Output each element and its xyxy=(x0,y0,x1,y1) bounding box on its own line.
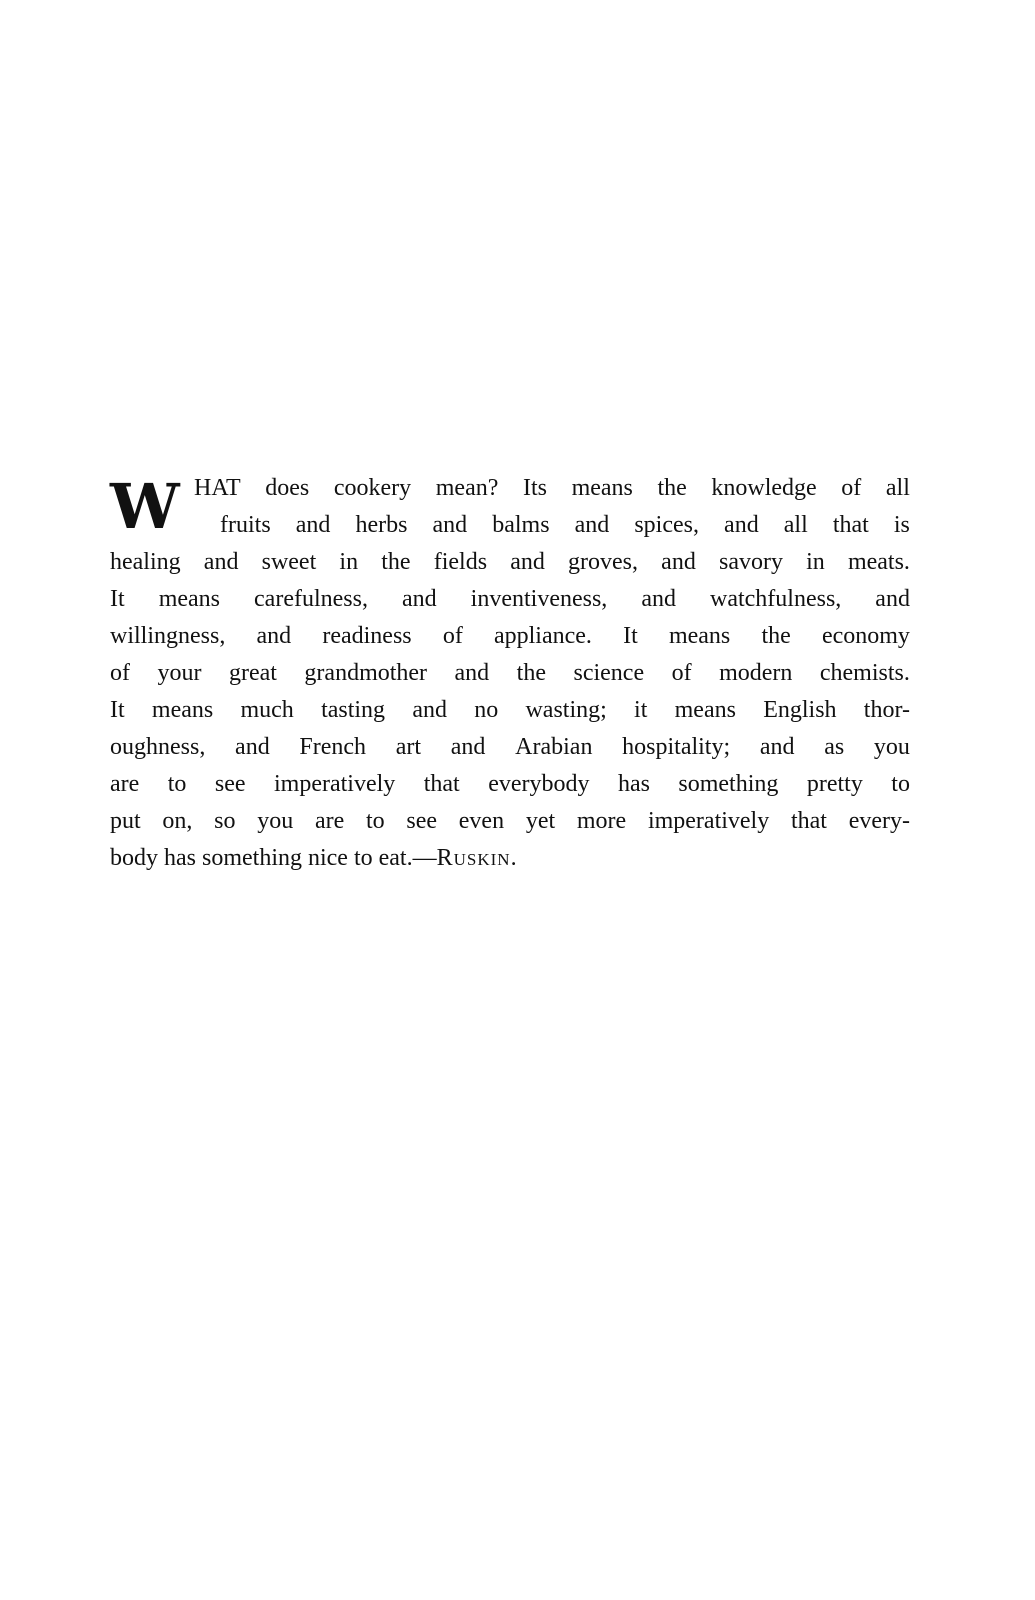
ruskin-quotation xyxy=(110,470,910,877)
passage-word: and xyxy=(295,512,331,538)
passage-word: willingness, xyxy=(110,623,226,649)
passage-word: and xyxy=(412,697,447,723)
passage-word: oughness, xyxy=(110,734,206,760)
passage-word: readiness xyxy=(322,623,412,649)
passage-line-5 xyxy=(110,618,910,655)
passage-word: has xyxy=(617,771,650,797)
passage-word: hospitality; xyxy=(622,734,731,760)
passage-word: and xyxy=(203,549,239,575)
passage-word: savory xyxy=(718,549,783,575)
passage-word: great xyxy=(228,660,277,686)
passage-word: and xyxy=(759,734,795,760)
passage-word: meats. xyxy=(847,549,910,575)
passage-word: Arabian xyxy=(515,734,593,760)
passage-word: of xyxy=(110,660,130,686)
passage-word: it xyxy=(634,697,648,723)
passage-word: mean? xyxy=(435,475,499,501)
passage-word: to xyxy=(365,808,385,834)
passage-word: imperatively xyxy=(273,771,396,797)
passage-word: appliance. xyxy=(493,623,592,649)
passage-word: in xyxy=(806,549,825,575)
passage-word: sweet xyxy=(261,549,317,575)
passage-word: your xyxy=(157,660,202,686)
passage-line-9 xyxy=(110,766,910,803)
passage-word: thor- xyxy=(863,697,910,723)
passage-word: to xyxy=(891,771,910,797)
passage-word: balms xyxy=(492,512,550,538)
passage-word: English xyxy=(763,697,837,723)
passage-word: as xyxy=(824,734,845,760)
passage-word: science xyxy=(573,660,645,686)
passage-word: fields xyxy=(433,549,488,575)
passage-line-10 xyxy=(110,803,910,840)
passage-word: groves, xyxy=(568,549,639,575)
passage-line-3 xyxy=(110,544,910,581)
passage-word: are xyxy=(314,808,345,834)
passage-word: put xyxy=(110,808,141,834)
passage-word: every- xyxy=(848,808,910,834)
passage-word: tasting xyxy=(321,697,386,723)
passage-word: does xyxy=(265,475,310,501)
passage-word: herbs xyxy=(355,512,408,538)
passage-word: on, xyxy=(162,808,193,834)
passage-word: see xyxy=(406,808,438,834)
passage-word: Its xyxy=(522,475,547,501)
passage-line-8 xyxy=(110,729,910,766)
passage-word: and xyxy=(454,660,490,686)
passage-word: spices, xyxy=(634,512,699,538)
passage-word: and xyxy=(256,623,292,649)
passage-word: inventiveness, xyxy=(470,586,608,612)
passage-word: that xyxy=(832,512,869,538)
passage-word: of xyxy=(442,623,463,649)
passage-word: much xyxy=(240,697,294,723)
passage-word: chemists. xyxy=(819,660,910,686)
passage-word: means xyxy=(158,586,220,612)
passage-word: no xyxy=(474,697,499,723)
passage-word: all xyxy=(885,475,910,501)
passage-word: watchfulness, xyxy=(709,586,842,612)
passage-word: the xyxy=(381,549,411,575)
passage-word: everybody xyxy=(488,771,590,797)
passage-word: and xyxy=(574,512,610,538)
passage-word: healing xyxy=(110,549,181,575)
passage-word: that xyxy=(423,771,460,797)
passage-word: means xyxy=(151,697,214,723)
attribution: Ruskin. xyxy=(436,845,518,871)
passage-word: that xyxy=(790,808,827,834)
passage-line-11 xyxy=(110,840,910,877)
passage-word: and xyxy=(401,586,437,612)
passage-word: and xyxy=(724,512,759,538)
passage-word: even xyxy=(458,808,505,834)
passage-word: means xyxy=(674,697,736,723)
passage-word: and xyxy=(875,586,910,612)
passage-word: modern xyxy=(719,660,793,686)
passage-line-2 xyxy=(110,507,910,544)
passage-word: It xyxy=(110,586,125,612)
passage-last-line-text: body has something nice to eat.— xyxy=(110,845,437,871)
passage-word: carefulness, xyxy=(254,586,368,612)
passage-word: means xyxy=(571,475,633,501)
passage-line-6 xyxy=(110,655,910,692)
passage-word: fruits xyxy=(220,512,271,538)
passage-word: you xyxy=(257,808,294,834)
passage-word: economy xyxy=(821,623,910,649)
passage-word: imperatively xyxy=(647,808,770,834)
passage-word: so xyxy=(214,808,236,834)
passage-word: yet xyxy=(525,808,556,834)
passage-word: pretty xyxy=(806,771,863,797)
passage-word: in xyxy=(339,549,359,575)
passage-word: all xyxy=(783,512,808,538)
passage-word: HAT xyxy=(194,475,241,501)
passage-word: grandmother xyxy=(304,660,428,686)
passage-word: and xyxy=(641,586,676,612)
passage-word: means xyxy=(668,623,731,649)
passage-word: you xyxy=(873,734,910,760)
passage-word: and xyxy=(510,549,545,575)
passage-word: something xyxy=(678,771,779,797)
passage-word: see xyxy=(214,771,246,797)
passage-word: cookery xyxy=(333,475,412,501)
passage-word: are xyxy=(110,771,140,797)
passage-word: the xyxy=(657,475,687,501)
passage-word: is xyxy=(893,512,910,538)
passage-word: of xyxy=(671,660,692,686)
passage-word: and xyxy=(432,512,468,538)
passage-word: to xyxy=(167,771,187,797)
passage-word: and xyxy=(235,734,270,760)
passage-word: art xyxy=(395,734,422,760)
passage-line-1 xyxy=(110,470,910,507)
passage-word: more xyxy=(576,808,627,834)
passage-word: and xyxy=(661,549,696,575)
passage-word: of xyxy=(841,475,862,501)
drop-cap: W xyxy=(110,470,178,543)
passage-word: and xyxy=(450,734,486,760)
passage-line-7 xyxy=(110,692,910,729)
passage-word: knowledge xyxy=(711,475,817,501)
passage-word: It xyxy=(623,623,638,649)
passage-word: the xyxy=(761,623,791,649)
passage-line-4 xyxy=(110,581,910,618)
passage-word: the xyxy=(516,660,546,686)
passage-word: French xyxy=(299,734,367,760)
passage-word: wasting; xyxy=(525,697,607,723)
passage-word: It xyxy=(110,697,125,723)
